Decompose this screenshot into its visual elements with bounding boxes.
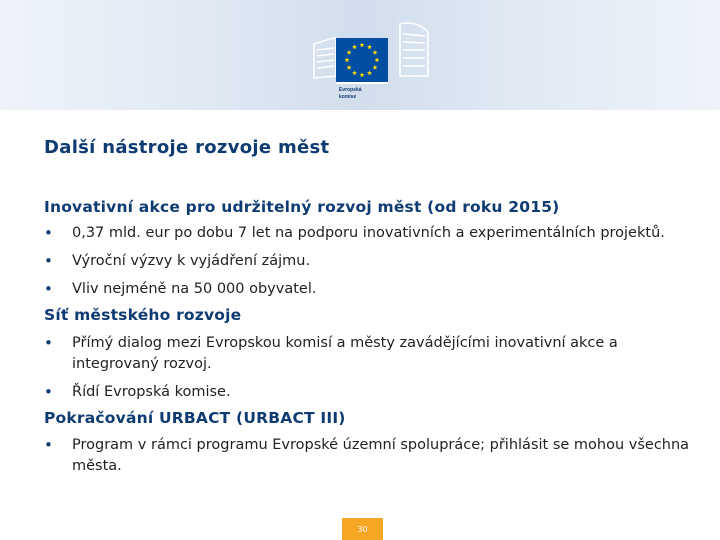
section-heading: Inovativní akce pro udržitelný rozvoj měst (od roku 2015) <box>44 198 560 216</box>
content-body <box>44 196 694 477</box>
bullet-item: • Výroční výzvy k vyjádření zájmu. <box>44 251 694 272</box>
bullet-item: • Vliv nejméně na 50 000 obyvatel. <box>44 279 694 300</box>
page-title: Další nástroje rozvoje měst <box>44 137 330 158</box>
page-number-badge: 30 <box>342 518 383 540</box>
section-heading: Pokračování URBACT (URBACT III) <box>44 409 346 427</box>
bullet-item: • Program v rámci programu Evropské územní spolupráce; přihlásit se mohou všechna města. <box>44 435 694 477</box>
section-heading: Síť městského rozvoje <box>44 306 242 324</box>
bullet-list <box>44 223 694 300</box>
bullet-list <box>44 333 694 403</box>
logo-text-line-1: Evropská <box>339 87 362 93</box>
bullet-item: • 0,37 mld. eur po dobu 7 let na podporu inovativních a experimentálních projektů. <box>44 223 694 244</box>
header-band <box>0 0 720 110</box>
bullet-item: • Přímý dialog mezi Evropskou komisí a městy zavádějícími inovativní akce a integrovaný rozvoj. <box>44 333 694 375</box>
logo-text-line-2: komise <box>339 94 357 100</box>
bullet-item: • Řídí Evropská komise. <box>44 382 694 403</box>
european-commission-logo <box>312 14 432 106</box>
bullet-list <box>44 435 694 477</box>
